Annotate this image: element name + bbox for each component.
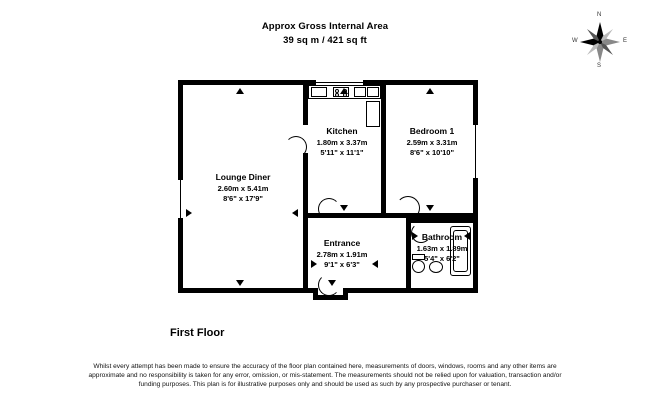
floor-plan: [178, 68, 478, 308]
room-name: Entrance: [323, 238, 361, 248]
kitchen-tall-unit: [366, 101, 380, 127]
hob-burner-icon: [335, 93, 339, 97]
hob-burner-icon: [335, 89, 339, 93]
room-dim-metric: 1.80m x 3.37m: [316, 137, 368, 147]
window-kitchen-top: [316, 82, 363, 83]
wall-kitchen-bottom: [303, 213, 378, 218]
wall-bottom-entrance: [208, 288, 313, 293]
room-dim-imperial: 8'6" x 10'10": [409, 148, 455, 157]
room-label-kitchen: [300, 126, 384, 159]
floor-caption: First Floor: [170, 327, 225, 339]
wall-right-upper: [473, 80, 478, 125]
compass-north-label: N: [597, 12, 602, 18]
door-arc-kitchen: [318, 198, 340, 220]
kitchen-unit: [354, 87, 366, 97]
wall-bathroom-top: [406, 218, 478, 223]
compass-south-label: S: [597, 63, 602, 69]
room-dim-imperial: 8'6" x 17'9": [223, 194, 263, 203]
kitchen-unit: [367, 87, 379, 97]
room-name: Kitchen: [326, 126, 358, 136]
wall-bottom-left-stub: [178, 288, 208, 293]
room-label-bathroom: [404, 232, 480, 265]
room-dim-metric: 2.78m x 1.91m: [316, 249, 368, 259]
dimension-arrow-bedroom-down: [426, 205, 434, 211]
dimension-arrow-kitchen-up: [340, 88, 348, 94]
room-label-lounge-diner: [188, 172, 298, 205]
room-label-bedroom-1: [386, 126, 478, 159]
wall-bottom-right: [348, 288, 478, 293]
room-dim-imperial: 5'11" x 11'1": [320, 148, 364, 157]
kitchen-sink: [311, 87, 327, 97]
compass-west-label: W: [572, 38, 578, 44]
dimension-arrow-lounge-up: [236, 88, 244, 94]
window-lounge-left: [180, 180, 181, 218]
room-dim-imperial: 9'1" x 6'3": [324, 260, 360, 269]
dimension-arrow-entrance-down: [328, 280, 336, 286]
disclaimer-text: Whilst every attempt has been made to ensure the accuracy of the floor plan contained here, measurements of doors, windows, rooms and any other items are approximate and no responsibility is taken for any error, omission, or mis-statement. The measurements should not be relied upon for valuation, transaction and/or funding purposes. This plan is for illustrative purposes only and should be used as such by any prospective purchaser or tenant.: [88, 363, 562, 389]
dimension-arrow-bedroom-up: [426, 88, 434, 94]
compass-icon: [570, 12, 630, 72]
wall-left-upper: [178, 80, 183, 180]
dimension-arrow-lounge-right: [186, 209, 192, 217]
room-name: Bedroom 1: [409, 126, 455, 136]
wall-left-lower: [178, 218, 183, 293]
compass-east-label: E: [623, 38, 628, 44]
room-label-entrance: [296, 238, 388, 271]
dimension-arrow-lounge-down: [236, 280, 244, 286]
dimension-arrow-kitchen-down: [340, 205, 348, 211]
room-name: Bathroom: [421, 232, 463, 242]
door-arc-bedroom: [396, 196, 420, 220]
room-dim-metric: 2.60m x 5.41m: [217, 183, 269, 193]
dimension-arrow-lounge-left: [292, 209, 298, 217]
room-name: Lounge Diner: [215, 172, 271, 182]
wall-top-left: [178, 80, 308, 85]
gross-area-label: Approx Gross Internal Area: [261, 21, 389, 32]
room-dim-imperial: 5'4" x 6'2": [424, 254, 460, 263]
page-title: [0, 20, 650, 48]
gross-area-value: 39 sq m / 421 sq ft: [283, 35, 367, 46]
wall-internal-lounge-entrance: [303, 153, 308, 293]
room-dim-metric: 1.63m x 1.89m: [416, 243, 468, 253]
room-dim-metric: 2.59m x 3.31m: [406, 137, 458, 147]
